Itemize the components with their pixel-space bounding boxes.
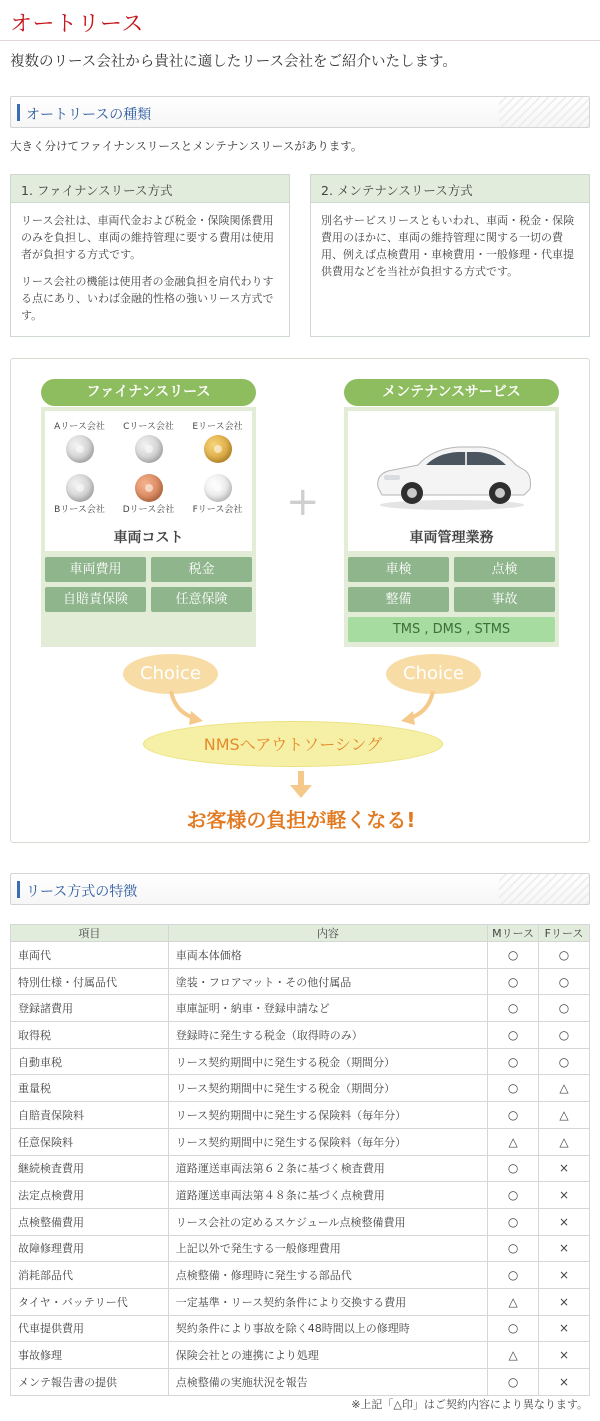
cell-m-lease: ○ bbox=[488, 1315, 539, 1342]
cell-m-lease: ○ bbox=[488, 1155, 539, 1182]
features-table-body bbox=[11, 942, 590, 1396]
cell-item: タイヤ・バッテリー代 bbox=[11, 1288, 169, 1315]
cell-f-lease: △ bbox=[539, 1128, 590, 1155]
cell-m-lease: ○ bbox=[488, 1102, 539, 1129]
choice-left: Choice bbox=[123, 654, 218, 694]
outsourcing-ellipse: NMSへアウトソーシング bbox=[143, 721, 443, 767]
cell-f-lease: × bbox=[539, 1235, 590, 1262]
table-row bbox=[11, 1235, 590, 1262]
cell-item: 故障修理費用 bbox=[11, 1235, 169, 1262]
chip-compulsory-insurance: 自賠責保険 bbox=[45, 587, 146, 612]
plus-icon: + bbox=[286, 479, 320, 525]
cell-m-lease: △ bbox=[488, 1342, 539, 1369]
cell-item: 点検整備費用 bbox=[11, 1208, 169, 1235]
cell-content: 道路運送車両法第４８条に基づく点検費用 bbox=[168, 1182, 487, 1209]
cell-m-lease: ○ bbox=[488, 1262, 539, 1289]
cell-content: 点検整備の実施状況を報告 bbox=[168, 1369, 487, 1396]
cell-f-lease: ○ bbox=[539, 968, 590, 995]
cell-item: 継続検査費用 bbox=[11, 1155, 169, 1182]
cell-f-lease: × bbox=[539, 1155, 590, 1182]
company-b bbox=[45, 471, 114, 515]
vehicle-management-caption: 車両管理業務 bbox=[409, 530, 494, 546]
heading-hatch-decoration bbox=[499, 97, 589, 128]
cell-m-lease: △ bbox=[488, 1288, 539, 1315]
cell-item: 事故修理 bbox=[11, 1342, 169, 1369]
coin-icon bbox=[66, 435, 94, 463]
cell-f-lease: △ bbox=[539, 1075, 590, 1102]
heading-hatch-decoration bbox=[499, 874, 589, 905]
cell-content: 塗装・フロアマット・その他付属品 bbox=[168, 968, 487, 995]
footnote: ※上記「△印」はご契約内容により異なります。 bbox=[351, 1398, 588, 1411]
section-heading-types bbox=[10, 96, 590, 128]
chip-checkup: 点検 bbox=[454, 557, 555, 582]
cell-item: 法定点検費用 bbox=[11, 1182, 169, 1209]
section-heading-features bbox=[10, 873, 590, 905]
chip-inspection: 車検 bbox=[348, 557, 449, 582]
col-header-item: 項目 bbox=[11, 925, 169, 942]
table-header-row bbox=[11, 925, 590, 942]
table-row bbox=[11, 968, 590, 995]
cell-content: 保険会社との連携により処理 bbox=[168, 1342, 487, 1369]
cell-f-lease: × bbox=[539, 1182, 590, 1209]
maintenance-lease-title: 2. メンテナンスリース方式 bbox=[311, 175, 589, 203]
company-d bbox=[114, 471, 183, 515]
cell-f-lease: △ bbox=[539, 1102, 590, 1129]
company-label: Fリース会社 bbox=[192, 505, 243, 515]
table-row bbox=[11, 1315, 590, 1342]
cell-item: 取得税 bbox=[11, 1022, 169, 1049]
cell-content: 契約条件により事故を除く48時間以上の修理時 bbox=[168, 1315, 487, 1342]
cell-content: リース契約期間中に発生する税金（期間分） bbox=[168, 1048, 487, 1075]
finance-lease-desc-2: リース会社の機能は使用者の金融負担を肩代わりする点にあり、いわば金融的性格の強いリース方式です。 bbox=[21, 275, 274, 322]
table-row bbox=[11, 1022, 590, 1049]
coin-icon bbox=[135, 474, 163, 502]
maintenance-lease-desc: 別名サービスリースともいわれ、車両・税金・保険費用のほかに、車両の維持管理に関する一切の費用、例えば点検費用・車検費用・一般修理・代車提供費用などを当社が負担する方式です。 bbox=[321, 214, 575, 278]
section-heading-label: オートリースの種類 bbox=[26, 107, 152, 123]
table-row bbox=[11, 1182, 590, 1209]
cell-item: メンテ報告書の提供 bbox=[11, 1369, 169, 1396]
coin-icon bbox=[204, 474, 232, 502]
maintenance-pill: メンテナンスサービス bbox=[344, 379, 559, 406]
cell-content: 点検整備・修理時に発生する部品代 bbox=[168, 1262, 487, 1289]
chip-vehicle-cost: 車両費用 bbox=[45, 557, 146, 582]
choice-right: Choice bbox=[386, 654, 481, 694]
finance-panel bbox=[41, 384, 256, 647]
cell-content: リース契約期間中に発生する保険料（毎年分） bbox=[168, 1102, 487, 1129]
table-row bbox=[11, 1048, 590, 1075]
heading-accent bbox=[17, 104, 20, 121]
result-message: お客様の負担が軽くなる! bbox=[186, 808, 416, 832]
chip-accident: 事故 bbox=[454, 587, 555, 612]
table-row bbox=[11, 1369, 590, 1396]
cell-f-lease: ○ bbox=[539, 942, 590, 969]
cell-m-lease: ○ bbox=[488, 1182, 539, 1209]
cell-m-lease: ○ bbox=[488, 942, 539, 969]
coin-icon bbox=[66, 474, 94, 502]
section-heading-label: リース方式の特徴 bbox=[26, 884, 138, 900]
cell-item: 自動車税 bbox=[11, 1048, 169, 1075]
cell-content: 道路運送車両法第６２条に基づく検査費用 bbox=[168, 1155, 487, 1182]
cell-item: 任意保険料 bbox=[11, 1128, 169, 1155]
cell-m-lease: ○ bbox=[488, 995, 539, 1022]
cell-f-lease: ○ bbox=[539, 1048, 590, 1075]
cell-item: 代車提供費用 bbox=[11, 1315, 169, 1342]
col-header-m-lease: Mリース bbox=[488, 925, 539, 942]
chip-maintenance: 整備 bbox=[348, 587, 449, 612]
cell-item: 自賠責保険料 bbox=[11, 1102, 169, 1129]
coin-icon bbox=[135, 435, 163, 463]
table-row bbox=[11, 1128, 590, 1155]
company-a bbox=[45, 419, 114, 463]
cell-f-lease: × bbox=[539, 1262, 590, 1289]
table-row bbox=[11, 1155, 590, 1182]
table-row bbox=[11, 1075, 590, 1102]
company-label: Eリース会社 bbox=[192, 422, 243, 432]
vehicle-cost-caption: 車両コスト bbox=[113, 530, 184, 546]
cell-content: 車庫証明・納車・登録申請など bbox=[168, 995, 487, 1022]
cell-m-lease: ○ bbox=[488, 1075, 539, 1102]
cell-content: リース会社の定めるスケジュール点検整備費用 bbox=[168, 1208, 487, 1235]
car-icon bbox=[370, 431, 535, 511]
cell-m-lease: ○ bbox=[488, 1235, 539, 1262]
cell-f-lease: × bbox=[539, 1342, 590, 1369]
cell-item: 登録諸費用 bbox=[11, 995, 169, 1022]
maintenance-panel bbox=[344, 384, 559, 647]
intro-text: 複数のリース会社から貴社に適したリース会社をご紹介いたします。 bbox=[10, 54, 457, 70]
table-row bbox=[11, 1288, 590, 1315]
heading-accent bbox=[17, 881, 20, 898]
company-label: Dリース会社 bbox=[122, 505, 175, 515]
cell-item: 消耗部品代 bbox=[11, 1262, 169, 1289]
vehicle-cost-box bbox=[45, 411, 252, 551]
cell-m-lease: ○ bbox=[488, 1369, 539, 1396]
company-label: Cリース会社 bbox=[123, 422, 174, 432]
coin-icon bbox=[204, 435, 232, 463]
arrow-down-icon bbox=[286, 771, 316, 801]
cell-item: 特別仕様・付属品代 bbox=[11, 968, 169, 995]
cell-content: 車両本体価格 bbox=[168, 942, 487, 969]
title-divider bbox=[0, 40, 600, 41]
company-label: Bリース会社 bbox=[54, 505, 105, 515]
cell-content: 一定基準・リース契約条件により交換する費用 bbox=[168, 1288, 487, 1315]
cell-f-lease: × bbox=[539, 1369, 590, 1396]
cell-content: 登録時に発生する税金（取得時のみ） bbox=[168, 1022, 487, 1049]
cell-m-lease: ○ bbox=[488, 1208, 539, 1235]
cell-f-lease: ○ bbox=[539, 1022, 590, 1049]
chip-systems: TMS , DMS , STMS bbox=[348, 617, 555, 642]
types-lead-text: 大きく分けてファイナンスリースとメンテナンスリースがあります。 bbox=[10, 139, 363, 153]
company-c bbox=[114, 419, 183, 463]
chip-voluntary-insurance: 任意保険 bbox=[151, 587, 252, 612]
table-row bbox=[11, 1262, 590, 1289]
features-table bbox=[10, 924, 590, 1396]
table-row bbox=[11, 1342, 590, 1369]
company-label: Aリース会社 bbox=[54, 422, 105, 432]
table-row bbox=[11, 995, 590, 1022]
cell-item: 重量税 bbox=[11, 1075, 169, 1102]
page-title: オートリース bbox=[10, 12, 144, 37]
col-header-f-lease: Fリース bbox=[539, 925, 590, 942]
finance-lease-box bbox=[10, 174, 290, 337]
vehicle-management-box bbox=[348, 411, 555, 551]
maintenance-lease-box bbox=[310, 174, 590, 337]
cell-f-lease: ○ bbox=[539, 995, 590, 1022]
table-row bbox=[11, 1208, 590, 1235]
table-row bbox=[11, 942, 590, 969]
company-f bbox=[183, 471, 252, 515]
chip-tax: 税金 bbox=[151, 557, 252, 582]
cell-f-lease: × bbox=[539, 1288, 590, 1315]
cell-f-lease: × bbox=[539, 1208, 590, 1235]
cell-content: リース契約期間中に発生する税金（期間分） bbox=[168, 1075, 487, 1102]
cell-m-lease: ○ bbox=[488, 1022, 539, 1049]
cell-m-lease: ○ bbox=[488, 1048, 539, 1075]
cell-m-lease: ○ bbox=[488, 968, 539, 995]
cell-f-lease: × bbox=[539, 1315, 590, 1342]
cell-content: リース契約期間中に発生する保険料（毎年分） bbox=[168, 1128, 487, 1155]
finance-pill: ファイナンスリース bbox=[41, 379, 256, 406]
col-header-content: 内容 bbox=[168, 925, 487, 942]
company-e bbox=[183, 419, 252, 463]
cell-content: 上記以外で発生する一般修理費用 bbox=[168, 1235, 487, 1262]
cell-item: 車両代 bbox=[11, 942, 169, 969]
lease-diagram bbox=[10, 358, 590, 843]
finance-lease-title: 1. ファイナンスリース方式 bbox=[11, 175, 289, 203]
arrow-left-icon bbox=[161, 689, 221, 729]
finance-lease-desc-1: リース会社は、車両代金および税金・保険関係費用のみを負担し、車両の維持管理に要する費用は使用者が負担する方式です。 bbox=[21, 214, 274, 261]
cell-m-lease: △ bbox=[488, 1128, 539, 1155]
table-row bbox=[11, 1102, 590, 1129]
arrow-right-icon bbox=[383, 689, 443, 729]
